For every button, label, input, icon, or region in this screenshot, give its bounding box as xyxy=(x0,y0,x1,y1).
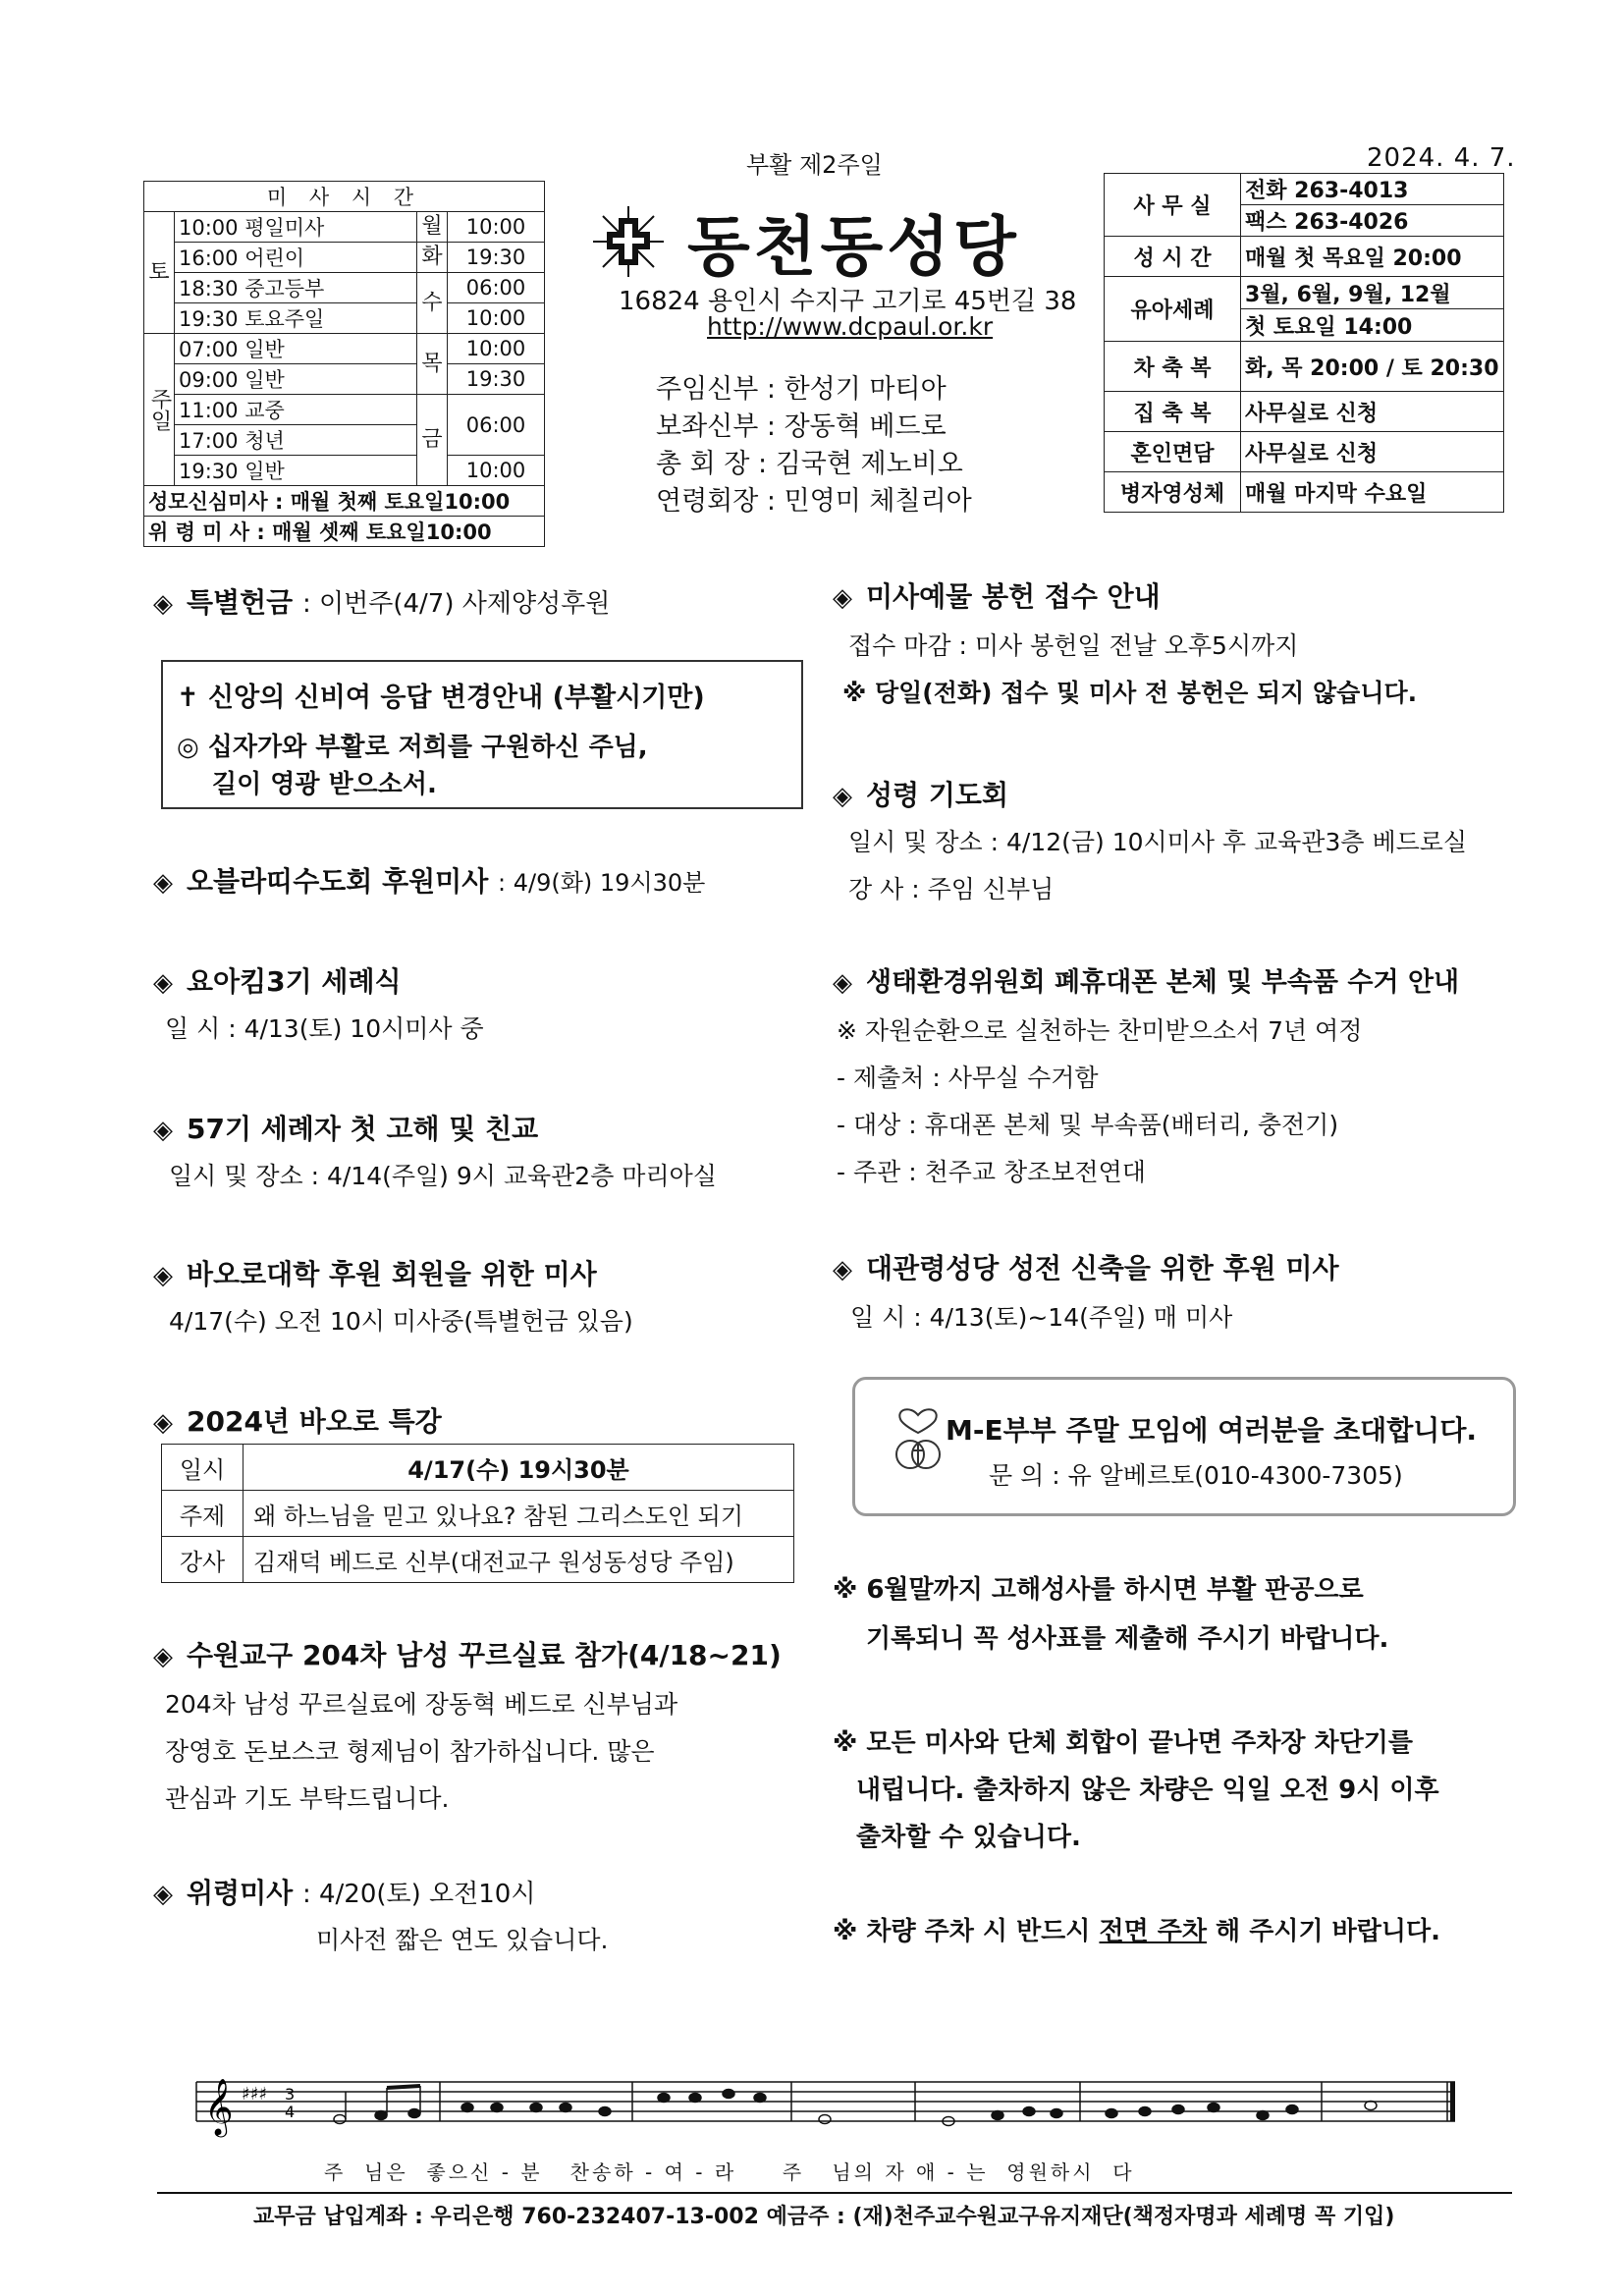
section-title: 대관령성당 성전 신축을 위한 후원 미사 xyxy=(866,1252,1339,1285)
lecture-label: 주제 xyxy=(162,1491,244,1537)
church-name: 동천동성당 xyxy=(687,209,1020,285)
lecture-table xyxy=(161,1444,794,1583)
cursillo-line: 204차 남성 꾸르실료에 장동혁 베드로 신부님과 xyxy=(165,1690,678,1719)
staff-role: 보좌신부 xyxy=(656,411,759,442)
me-invite-title: M-E부부 주말 모임에 여러분을 초대합니다. xyxy=(946,1414,1478,1447)
heart-rings-icon xyxy=(889,1390,947,1478)
music-staff xyxy=(192,2062,1459,2170)
svg-text:3: 3 xyxy=(285,2085,296,2104)
diamond-bullet-icon: ◈ xyxy=(153,1408,173,1438)
parking-notice xyxy=(833,1911,1440,1947)
church-address: 16824 용인시 수지구 고기로 45번길 38 xyxy=(619,287,1077,316)
mass-offering-section xyxy=(833,575,1161,615)
weekday-time: 06:00 xyxy=(448,273,545,303)
oblati-section xyxy=(153,860,705,900)
weekday-time: 19:30 xyxy=(448,364,545,395)
lecture-value: 김재덕 베드로 신부(대전교구 원성동성당 주임) xyxy=(244,1537,794,1583)
cursillo-line: 장영호 돈보스코 형제님이 참가하십니다. 많은 xyxy=(165,1737,655,1766)
daegwan-detail: 일 시 : 4/13(토)~14(주일) 매 미사 xyxy=(850,1303,1233,1332)
requiem-section xyxy=(153,1872,535,1911)
lecture-label: 강사 xyxy=(162,1537,244,1583)
weekday-label: 화 xyxy=(417,243,448,273)
sunday-label: 주일 xyxy=(144,334,175,486)
office-fax: 팩스 263-4026 xyxy=(1241,205,1504,237)
sun-mass: 09:00 일반 xyxy=(175,364,417,395)
diamond-bullet-icon: ◈ xyxy=(833,782,852,811)
sun-mass: 17:00 청년 xyxy=(175,425,417,456)
diamond-bullet-icon: ◈ xyxy=(153,1880,173,1909)
notice-line: 출차할 수 있습니다. xyxy=(856,1823,1081,1852)
staff-name: 장동혁 베드로 xyxy=(784,411,947,442)
staff-name: 한성기 마티아 xyxy=(784,374,947,405)
joachim-detail: 일 시 : 4/13(토) 10시미사 중 xyxy=(165,1014,484,1043)
office-label: 사 무 실 xyxy=(1105,174,1241,237)
notice-line: ※ 모든 미사와 단체 회합이 끝나면 주차장 차단기를 xyxy=(833,1728,1413,1758)
section-title: 요아킴3기 세례식 xyxy=(187,965,402,998)
weekday-time: 10:00 xyxy=(448,303,545,334)
office-value: 매월 마지막 수요일 xyxy=(1241,472,1504,513)
office-label: 혼인면담 xyxy=(1105,432,1241,472)
diamond-bullet-icon: ◈ xyxy=(153,589,173,619)
section-title: 특별헌금 xyxy=(187,586,294,619)
faith-box-line: 길이 영광 받으소서. xyxy=(212,770,437,799)
faith-box-title: 신앙의 신비여 응답 변경안내 (부활시기만) xyxy=(208,683,705,713)
office-label: 병자영성체 xyxy=(1105,472,1241,513)
office-value: 3월, 6월, 9월, 12월 xyxy=(1241,277,1504,309)
mass-offering-line: ※ 당일(전화) 접수 및 미사 전 봉헌은 되지 않습니다. xyxy=(842,679,1418,707)
paul-univ-section xyxy=(153,1253,597,1292)
confession57-section xyxy=(153,1108,538,1147)
office-value: 사무실로 신청 xyxy=(1241,392,1504,432)
section-title: 오블라띠수도회 후원미사 xyxy=(187,865,489,898)
diamond-bullet-icon: ◈ xyxy=(833,1255,852,1285)
marian-mass: 성모신심미사 : 매월 첫째 토요일10:00 xyxy=(144,486,545,517)
cursillo-line: 관심과 기도 부탁드립니다. xyxy=(165,1784,450,1813)
sun-mass: 11:00 교중 xyxy=(175,395,417,425)
bulletin-date: 2024. 4. 7. xyxy=(1367,143,1516,173)
svg-text:4: 4 xyxy=(285,2103,296,2121)
office-label: 성 시 간 xyxy=(1105,237,1241,277)
weekday-label: 월 xyxy=(417,212,448,243)
holy-spirit-line: 일시 및 장소 : 4/12(금) 10시미사 후 교육관3층 베드로실 xyxy=(848,828,1468,856)
notice-line: 내립니다. 출차하지 않은 차량은 익일 오전 9시 이후 xyxy=(856,1776,1439,1805)
staff-item: 총 회 장 : 김국현 제노비오 xyxy=(656,449,963,479)
liturgical-week: 부활 제2주일 xyxy=(746,151,883,179)
diamond-bullet-icon: ◈ xyxy=(153,868,173,898)
parking-text: ※ 차량 주차 시 반드시 xyxy=(833,1917,1100,1946)
ecology-line: - 대상 : 휴대폰 본체 및 부속품(배터리, 충전기) xyxy=(837,1111,1339,1139)
diamond-bullet-icon: ◈ xyxy=(153,1261,173,1290)
faith-box-line: ◎ 십자가와 부활로 저희를 구원하신 주님, xyxy=(177,733,648,762)
section-title: 위령미사 xyxy=(187,1877,294,1909)
saturday-label: 토 xyxy=(144,212,175,334)
weekday-label: 금 xyxy=(417,395,448,486)
requiem-detail: 미사전 짧은 연도 있습니다. xyxy=(316,1926,609,1954)
notice-line: 기록되니 꼭 성사표를 제출해 주시기 바랍니다. xyxy=(866,1624,1389,1654)
requiem-mass-monthly: 위 령 미 사 : 매월 셋째 토요일10:00 xyxy=(144,517,545,547)
staff-item: 주임신부 : 한성기 마티아 xyxy=(656,374,947,405)
ecology-section xyxy=(833,960,1459,999)
section-title: 생태환경위원회 폐휴대폰 본체 및 부속품 수거 안내 xyxy=(866,967,1460,998)
office-info xyxy=(1104,173,1504,513)
office-value: 화, 목 20:00 / 토 20:30 xyxy=(1241,342,1504,392)
notice-line: ※ 6월말까지 고해성사를 하시면 부활 판공으로 xyxy=(833,1575,1364,1605)
office-value: 첫 토요일 14:00 xyxy=(1241,309,1504,342)
section-title: 57기 세례자 첫 고해 및 친교 xyxy=(187,1113,539,1145)
mass-schedule-title: 미 사 시 간 xyxy=(144,182,545,212)
weekday-time: 10:00 xyxy=(448,212,545,243)
special-offering-section xyxy=(153,581,610,621)
weekday-label: 수 xyxy=(417,273,448,334)
confession57-detail: 일시 및 장소 : 4/14(주일) 9시 교육관2층 마리아실 xyxy=(169,1162,717,1190)
diamond-bullet-icon: ◈ xyxy=(833,583,852,613)
staff-item: 보좌신부 : 장동혁 베드로 xyxy=(656,411,947,442)
office-value: 매월 첫 목요일 20:00 xyxy=(1241,237,1504,277)
parking-emphasis: 전면 주차 xyxy=(1099,1917,1207,1946)
holy-spirit-line: 강 사 : 주임 신부님 xyxy=(848,875,1055,903)
footer-divider xyxy=(157,2192,1512,2194)
section-title: 수원교구 204차 남성 꾸르실료 참가(4/18~21) xyxy=(187,1639,782,1671)
church-website-link[interactable]: http://www.dcpaul.or.kr xyxy=(707,312,994,341)
sat-mass: 16:00 어린이 xyxy=(175,243,417,273)
staff-role: 총 회 장 xyxy=(656,449,750,479)
staff-role: 연령회장 xyxy=(656,486,759,517)
staff-item: 연령회장 : 민영미 체칠리아 xyxy=(656,486,972,517)
holy-spirit-section xyxy=(833,774,1008,813)
weekday-time: 10:00 xyxy=(448,456,545,486)
parking-text: 해 주시기 바랍니다. xyxy=(1207,1917,1440,1946)
weekday-time: 06:00 xyxy=(448,395,545,456)
sat-mass: 19:30 토요주일 xyxy=(175,303,417,334)
section-text: : 4/20(토) 오전10시 xyxy=(301,1880,536,1909)
office-label: 차 축 복 xyxy=(1105,342,1241,392)
cross-icon: ✝ xyxy=(177,683,199,713)
daegwan-section xyxy=(833,1247,1339,1286)
section-text: : 4/9(화) 19시30분 xyxy=(498,869,706,897)
ecology-line: - 주관 : 천주교 창조보전연대 xyxy=(837,1158,1146,1186)
me-invite-contact: 문 의 : 유 알베르토(010-4300-7305) xyxy=(989,1461,1403,1490)
diamond-bullet-icon: ◈ xyxy=(153,1116,173,1145)
section-text: : 이번주(4/7) 사제양성후원 xyxy=(301,589,611,619)
weekday-time: 10:00 xyxy=(448,334,545,364)
section-title: 바오로대학 후원 회원을 위한 미사 xyxy=(187,1258,597,1290)
section-title: 성령 기도회 xyxy=(866,779,1008,811)
faith-notice-box xyxy=(161,660,803,809)
mass-schedule xyxy=(143,181,545,547)
lecture-value: 왜 하느님을 믿고 있나요? 참된 그리스도인 되기 xyxy=(244,1491,794,1537)
weekday-time: 19:30 xyxy=(448,243,545,273)
sat-mass: 10:00 평일미사 xyxy=(175,212,417,243)
staff-role: 주임신부 xyxy=(656,374,759,405)
lecture-section xyxy=(153,1400,442,1440)
office-value: 사무실로 신청 xyxy=(1241,432,1504,472)
hymn-lyrics: 주 님은 좋으신 - 분 찬송하 - 여 - 라 주 님의 자 애 - 는 영원하시 다 xyxy=(324,2160,1135,2184)
svg-text:♯♯♯: ♯♯♯ xyxy=(242,2084,268,2105)
svg-text:𝄞: 𝄞 xyxy=(204,2078,234,2135)
diamond-bullet-icon: ◈ xyxy=(153,968,173,998)
me-invite-box xyxy=(852,1377,1516,1516)
office-label: 집 축 복 xyxy=(1105,392,1241,432)
diamond-bullet-icon: ◈ xyxy=(833,968,852,998)
joachim-section xyxy=(153,960,402,1000)
section-title: 2024년 바오로 특강 xyxy=(187,1405,442,1438)
staff-name: 김국현 제노비오 xyxy=(775,449,963,479)
office-label: 유아세례 xyxy=(1105,277,1241,342)
cursillo-section xyxy=(153,1634,782,1673)
lecture-label: 일시 xyxy=(162,1445,244,1491)
office-phone: 전화 263-4013 xyxy=(1241,174,1504,205)
staff-list xyxy=(656,367,972,517)
ecology-line: - 제출처 : 사무실 수거함 xyxy=(837,1064,1099,1092)
section-title: 미사예물 봉헌 접수 안내 xyxy=(866,580,1161,613)
ecology-line: ※ 자원순환으로 실천하는 찬미받으소서 7년 여정 xyxy=(837,1016,1363,1045)
church-logo-icon xyxy=(589,202,668,281)
mass-offering-line: 접수 마감 : 미사 봉헌일 전날 오후5시까지 xyxy=(848,631,1299,660)
staff-name: 민영미 체칠리아 xyxy=(784,486,972,517)
lecture-value: 4/17(수) 19시30분 xyxy=(244,1445,794,1491)
sun-mass: 19:30 일반 xyxy=(175,456,417,486)
diamond-bullet-icon: ◈ xyxy=(153,1642,173,1671)
paul-univ-detail: 4/17(수) 오전 10시 미사중(특별헌금 있음) xyxy=(169,1307,633,1336)
footer-account-info: 교무금 납입계좌 : 우리은행 760-232407-13-002 예금주 : (재)천주교수원교구유지재단(책정자명과 세례명 꼭 기입) xyxy=(253,2205,1395,2229)
weekday-label: 목 xyxy=(417,334,448,395)
sun-mass: 07:00 일반 xyxy=(175,334,417,364)
sat-mass: 18:30 중고등부 xyxy=(175,273,417,303)
